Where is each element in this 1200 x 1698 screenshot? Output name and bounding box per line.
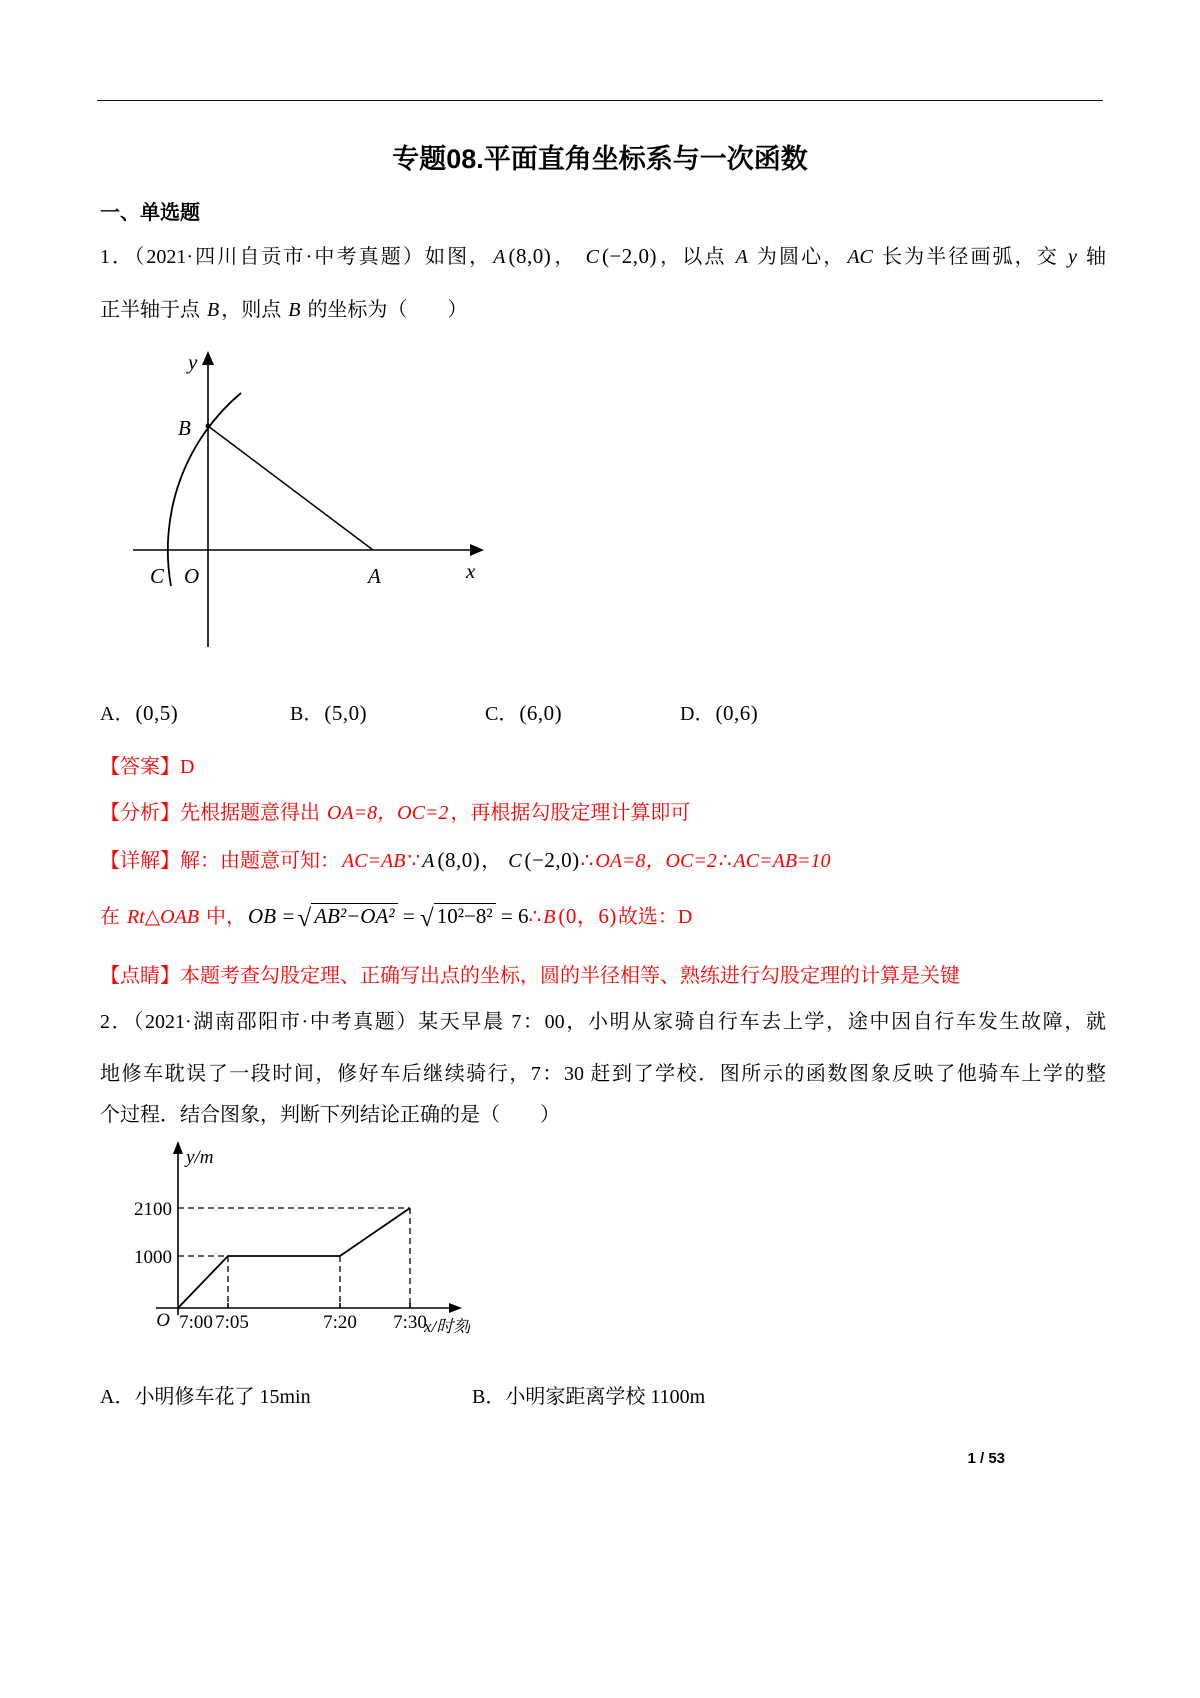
point-a-label: A bbox=[368, 564, 381, 588]
math-var: B bbox=[543, 906, 556, 928]
text-run: ，则点 bbox=[221, 299, 287, 321]
text-run: ， bbox=[481, 850, 507, 872]
radicand: 10²−8² bbox=[434, 903, 496, 928]
answer-value: D bbox=[180, 756, 195, 778]
option-label: C． bbox=[485, 703, 519, 725]
text-run: ，再根据勾股定理计算即可 bbox=[450, 802, 691, 824]
sqrt-sign: √ bbox=[297, 905, 312, 932]
text-run: 为圆心， bbox=[749, 246, 846, 268]
text-run: 长为半径画弧，交 bbox=[874, 246, 1066, 268]
text-run: 中， bbox=[201, 906, 247, 928]
because-symbol: ∵ bbox=[407, 850, 421, 872]
page-title: 专题08.平面直角坐标系与一次函数 bbox=[392, 144, 808, 174]
option-label: A． bbox=[100, 1386, 135, 1408]
text-run: 故选：D bbox=[617, 906, 693, 928]
answer-label: 【答案】 bbox=[100, 756, 180, 778]
math-var: B bbox=[207, 299, 220, 321]
y-tick-1000: 1000 bbox=[134, 1247, 172, 1268]
sqrt-sign: √ bbox=[419, 905, 434, 932]
point-c-label: C bbox=[150, 564, 165, 588]
math-var: A bbox=[735, 246, 748, 268]
q2-option-b bbox=[472, 1380, 705, 1409]
math-coord: (8,0) bbox=[508, 244, 552, 268]
q1-option-a bbox=[100, 697, 179, 726]
page-number: 1 / 53 bbox=[967, 1450, 1005, 1467]
analysis-label: 【分析】 bbox=[100, 802, 180, 824]
section-heading: 一、单选题 bbox=[100, 202, 200, 224]
y-axis-arrow bbox=[173, 1141, 183, 1154]
text-run: 在 bbox=[100, 906, 125, 928]
option-value: (5,0) bbox=[324, 701, 368, 725]
math-coord: (8,0) bbox=[437, 848, 481, 872]
option-text: 小明修车花了 15min bbox=[134, 1386, 311, 1408]
q2-stem-line1: 2．（2021·湖南邵阳市·中考真题）某天早晨 7：00，小明从家骑自行车去上学，途中因自行车发生故障，就 bbox=[100, 1011, 1106, 1033]
point-b-label: B bbox=[178, 416, 191, 440]
therefore-symbol: ∴ bbox=[528, 906, 542, 928]
q2-stem-line2: 地修车耽误了一段时间，修好车后继续骑行，7：30 赶到了学校．图所示的函数图象反映了他骑车上学的整 bbox=[100, 1063, 1106, 1085]
math-var: B bbox=[288, 299, 301, 321]
q1-analysis-line bbox=[100, 797, 1106, 829]
q1-options bbox=[100, 697, 1106, 731]
guide-dashed-lines bbox=[178, 1208, 410, 1308]
q1-stem-line2 bbox=[100, 294, 1106, 326]
equals-sign: = bbox=[402, 904, 415, 928]
text-run: 轴 bbox=[1078, 246, 1106, 268]
q2-stem-line3: 个过程．结合图象，判断下列结论正确的是（ ） bbox=[100, 1104, 560, 1126]
option-label: B． bbox=[290, 703, 324, 725]
detail-label: 【详解】 bbox=[100, 850, 180, 872]
q2-option-a bbox=[100, 1380, 311, 1409]
q2-options bbox=[100, 1380, 1106, 1414]
x-tick-730: 7:30 bbox=[393, 1312, 427, 1333]
text-run: 解：由题意可知： bbox=[180, 850, 340, 872]
y-axis-arrow bbox=[202, 351, 214, 365]
q1-option-b bbox=[290, 697, 368, 726]
y-axis-label: y bbox=[188, 350, 198, 374]
tip-text: 本题考查勾股定理、正确写出点的坐标，圆的半径相等、熟练进行勾股定理的计算是关键 bbox=[180, 965, 960, 987]
math-var: AC bbox=[847, 246, 873, 268]
math-coord: (−2,0) bbox=[524, 848, 580, 872]
origin-label: O bbox=[156, 1310, 170, 1331]
text-run: 的坐标为（ ） bbox=[302, 299, 468, 321]
x-axis-arrow bbox=[449, 1303, 462, 1313]
origin-label: O bbox=[184, 564, 200, 588]
x-tick-700: 7:00 bbox=[179, 1312, 213, 1333]
math-var: y bbox=[1068, 246, 1077, 268]
math-var: C bbox=[508, 850, 522, 872]
q2-figure-distance-time-graph bbox=[110, 1135, 470, 1350]
math-run: AC=AB bbox=[342, 850, 406, 872]
segment-b-to-a bbox=[208, 426, 373, 550]
option-label: D． bbox=[680, 703, 715, 725]
text-run: 1．（2021·四川自贡市·中考真题）如图， bbox=[100, 246, 492, 268]
q1-tip-line bbox=[100, 960, 1106, 992]
therefore-symbol: ∴ bbox=[580, 850, 594, 872]
option-value: (0,6) bbox=[715, 701, 759, 725]
top-divider bbox=[97, 100, 1103, 101]
math-expression bbox=[420, 850, 580, 872]
q1-detail-line2 bbox=[100, 896, 1106, 939]
radicand: AB²−OA² bbox=[311, 903, 397, 928]
math-coord: (0，6) bbox=[558, 904, 617, 928]
math-run: OA=8，OC=2 bbox=[595, 850, 717, 872]
option-value: (6,0) bbox=[519, 701, 563, 725]
text-run: ，以点 bbox=[658, 246, 734, 268]
q1-option-c bbox=[485, 697, 563, 726]
text-run: 正半轴于点 bbox=[100, 299, 205, 321]
tip-label: 【点睛】 bbox=[100, 965, 180, 987]
q1-stem-line1 bbox=[100, 240, 1106, 273]
math-var: A bbox=[422, 850, 435, 872]
y-axis-label: y/m bbox=[186, 1147, 214, 1168]
option-label: B． bbox=[472, 1386, 506, 1408]
pythagorean-equation bbox=[246, 904, 529, 932]
text-run: ， bbox=[552, 246, 584, 268]
math-run: OA=8，OC=2 bbox=[327, 802, 449, 824]
option-label: A． bbox=[100, 703, 135, 725]
therefore-symbol: ∴ bbox=[718, 850, 732, 872]
q1-option-d bbox=[680, 697, 759, 726]
q1-figure-coordinate-plane bbox=[128, 345, 498, 655]
q1-answer-line bbox=[100, 751, 1106, 783]
equation-lhs: OB = bbox=[248, 904, 296, 928]
equation-result: = 6 bbox=[500, 904, 529, 928]
point-b-dot bbox=[206, 424, 211, 429]
x-axis-label: x bbox=[466, 559, 476, 583]
option-text: 小明家距离学校 1100m bbox=[505, 1386, 706, 1408]
text-run: 先根据题意得出 bbox=[180, 802, 325, 824]
q1-detail-line1 bbox=[100, 844, 1106, 877]
x-axis-arrow bbox=[470, 544, 484, 556]
option-value: (0,5) bbox=[135, 701, 179, 725]
x-tick-720: 7:20 bbox=[323, 1312, 357, 1333]
journey-line bbox=[178, 1208, 410, 1308]
math-var: A bbox=[493, 246, 506, 268]
y-tick-2100: 2100 bbox=[134, 1199, 172, 1220]
math-coord: (−2,0) bbox=[601, 244, 658, 268]
x-tick-705: 7:05 bbox=[215, 1312, 249, 1333]
math-run: Rt△OAB bbox=[127, 906, 200, 928]
math-var: C bbox=[585, 246, 599, 268]
math-run: AC=AB=10 bbox=[733, 850, 831, 872]
x-axis-label: x/时刻 bbox=[424, 1317, 470, 1336]
